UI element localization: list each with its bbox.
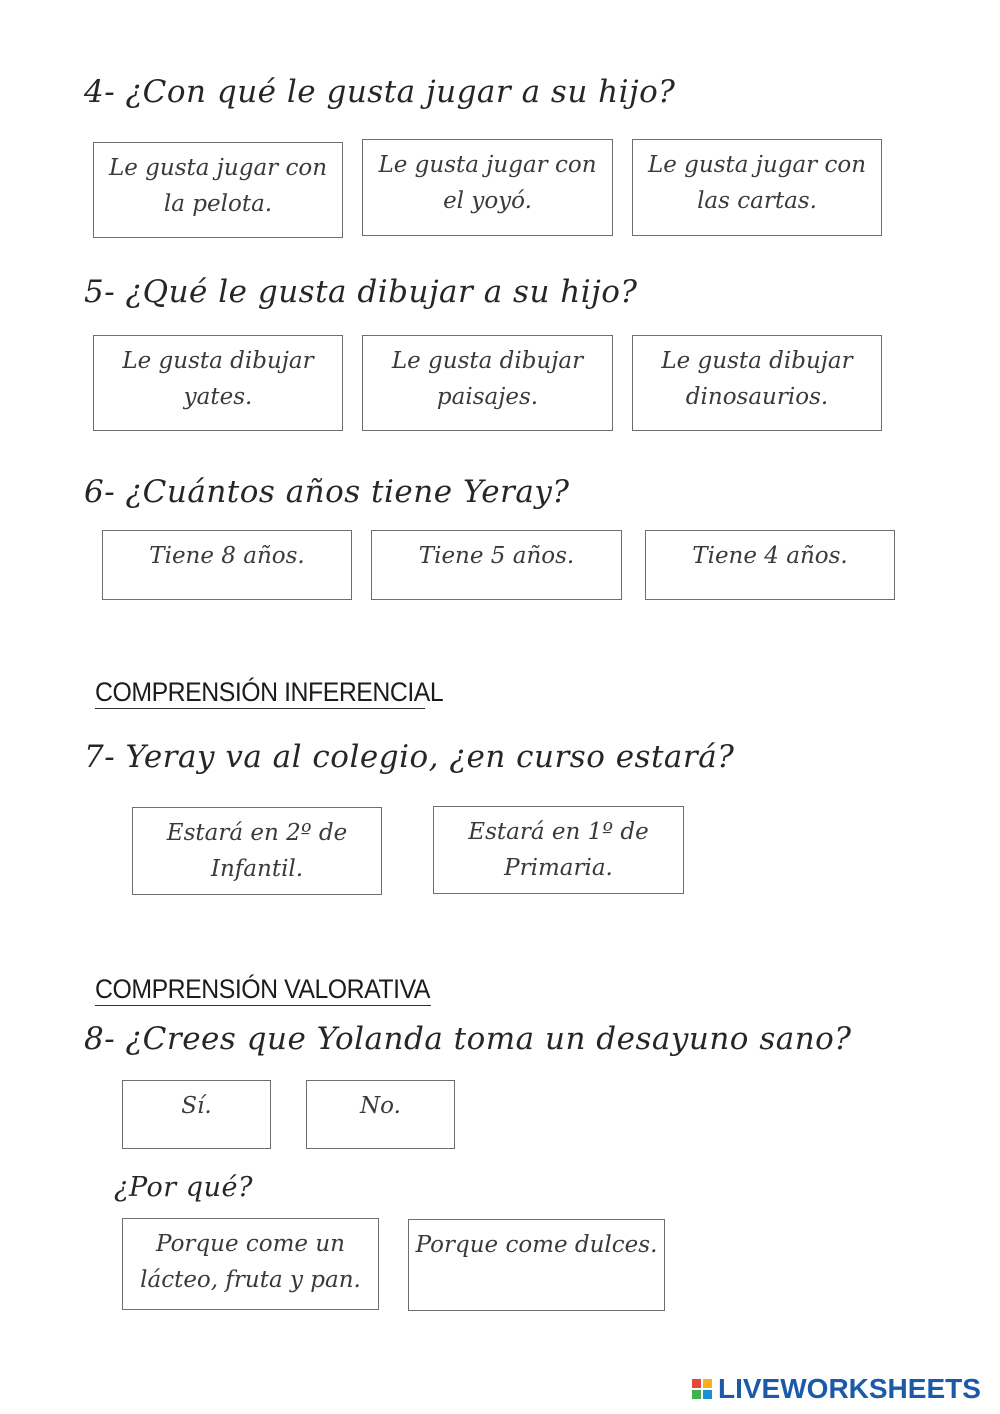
option-line: No. xyxy=(360,1093,401,1119)
option-line: lácteo, fruta y pan. xyxy=(140,1267,361,1293)
option-line: Sí. xyxy=(181,1093,212,1119)
why-question: ¿Por qué? xyxy=(114,1172,253,1203)
option-line: Estará en 1º de xyxy=(468,819,649,845)
question-8: 8- ¿Crees que Yolanda toma un desayuno sano? xyxy=(84,1021,852,1057)
logo-square xyxy=(692,1379,701,1388)
option-line: la pelota. xyxy=(163,191,273,217)
option-line: Le gusta jugar con xyxy=(108,155,328,181)
option-line: las cartas. xyxy=(697,188,817,214)
question-5: 5- ¿Qué le gusta dibujar a su hijo? xyxy=(84,274,638,310)
option-line: Porque come un xyxy=(156,1231,345,1257)
question-7: 7- Yeray va al colegio, ¿en curso estará? xyxy=(84,739,735,775)
option-line: paisajes. xyxy=(436,384,539,410)
answer-option-q7-2[interactable] xyxy=(433,806,684,894)
section-heading-inferencial: COMPRENSIÓN INFERENCIAL xyxy=(95,677,444,707)
option-line: Le gusta dibujar xyxy=(661,348,853,374)
option-line: Tiene 8 años. xyxy=(149,543,305,569)
question-6: 6- ¿Cuántos años tiene Yeray? xyxy=(84,474,570,510)
answer-option-q4-2[interactable] xyxy=(362,139,613,236)
logo-text: LIVEWORKSHEETS xyxy=(718,1373,981,1404)
answer-option-q8-no[interactable] xyxy=(306,1080,455,1149)
option-line: Tiene 5 años. xyxy=(418,543,575,569)
section-heading-valorativa: COMPRENSIÓN VALORATIVA xyxy=(95,974,430,1004)
answer-option-q5-1[interactable] xyxy=(93,335,343,431)
answer-option-q4-1[interactable] xyxy=(93,142,343,238)
liveworksheets-logo xyxy=(692,1374,981,1404)
option-line: Estará en 2º de xyxy=(166,820,348,846)
section-underline xyxy=(95,708,425,709)
answer-option-q6-2[interactable] xyxy=(371,530,622,600)
section-underline xyxy=(95,1005,431,1006)
answer-option-q8-yes[interactable] xyxy=(122,1080,271,1149)
answer-option-q6-3[interactable] xyxy=(645,530,895,600)
option-line: Infantil. xyxy=(210,856,304,882)
logo-square xyxy=(703,1379,712,1388)
option-line: Le gusta dibujar xyxy=(391,348,584,374)
logo-square xyxy=(703,1390,712,1399)
answer-option-q7-1[interactable] xyxy=(132,807,382,895)
option-line: yates. xyxy=(183,384,253,410)
option-line: Le gusta dibujar xyxy=(122,348,314,374)
answer-option-q4-3[interactable] xyxy=(632,139,882,236)
answer-option-q5-3[interactable] xyxy=(632,335,882,431)
answer-option-q5-2[interactable] xyxy=(362,335,613,431)
option-line: dinosaurios. xyxy=(685,384,829,410)
answer-option-q6-1[interactable] xyxy=(102,530,352,600)
logo-square xyxy=(692,1390,701,1399)
option-line: Tiene 4 años. xyxy=(692,543,848,569)
answer-option-why-1[interactable] xyxy=(122,1218,379,1310)
option-line: el yoyó. xyxy=(443,188,532,214)
option-line: Porque come dulces. xyxy=(415,1232,658,1258)
answer-option-why-2[interactable] xyxy=(408,1219,665,1311)
question-4: 4- ¿Con qué le gusta jugar a su hijo? xyxy=(84,74,676,110)
option-line: Primaria. xyxy=(504,855,613,881)
option-line: Le gusta jugar con xyxy=(647,152,867,178)
option-line: Le gusta jugar con xyxy=(378,152,597,178)
logo-icon xyxy=(692,1379,712,1399)
